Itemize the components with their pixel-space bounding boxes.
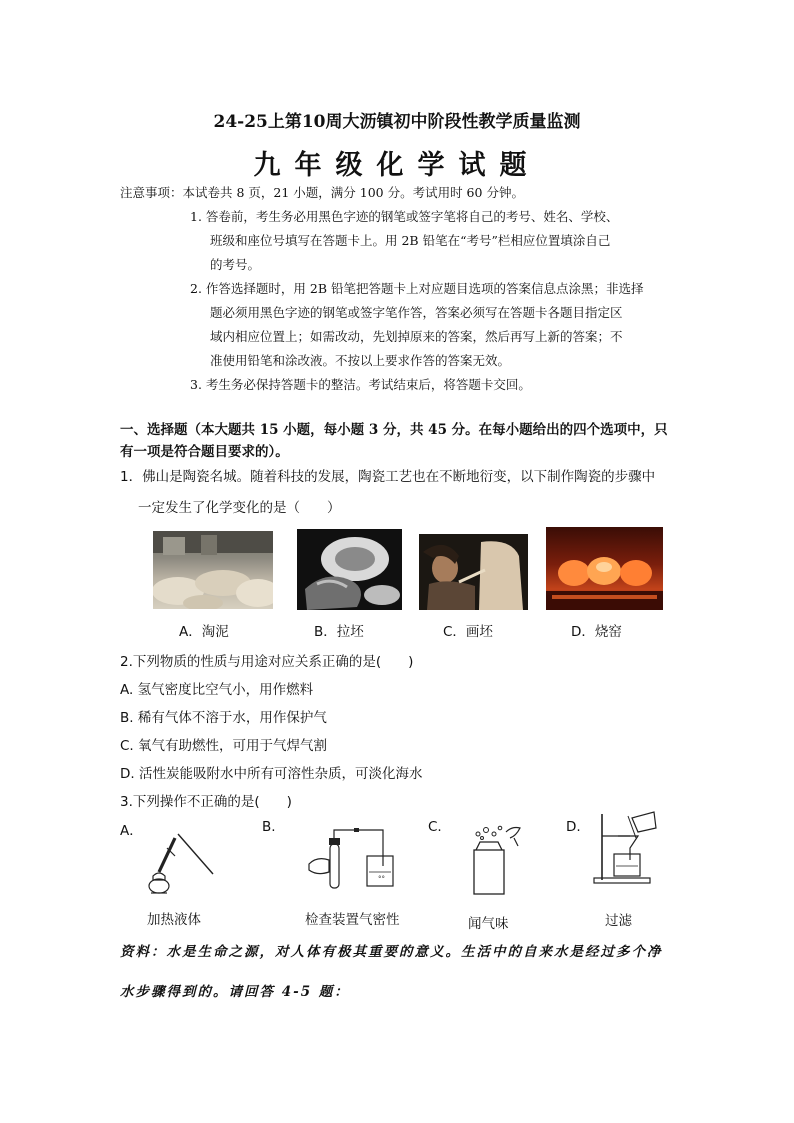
photo-kiln-firing (546, 527, 663, 610)
q2-option-b[interactable]: B. 稀有气体不溶于水，用作保护气 (120, 710, 327, 726)
notes-item-3: 3. 考生务必保持答题卡的整洁。考试结束后，将答题卡交回。 (190, 377, 531, 392)
photo-painting-greenware (419, 534, 528, 610)
material-line-1: 资料：水是生命之源，对人体有极其重要的意义。生活中的自来水是经过多个净 (120, 944, 663, 960)
question-3-stem: 3.下列操作不正确的是( ) (120, 794, 292, 810)
figure-airtightness-check (305, 826, 397, 894)
material-line-2: 水步骤得到的。请回答 4-5 题： (120, 984, 350, 1000)
question-2-stem: 2.下列物质的性质与用途对应关系正确的是( ) (120, 654, 414, 670)
q3-caption-b: 检查装置气密性 (305, 912, 400, 928)
photo-pottery-throwing (297, 529, 402, 610)
q2-option-d[interactable]: D. 活性炭能吸附水中所有可溶性杂质，可淡化海水 (120, 766, 423, 782)
q2-option-a[interactable]: A. 氢气密度比空气小，用作燃料 (120, 682, 314, 698)
question-1-stem-line-1: 1．佛山是陶瓷名城。随着科技的发展，陶瓷工艺也在不断地衍变，以下制作陶瓷的步骤中 (120, 469, 656, 485)
notes-item-1-line-3: 的考号。 (210, 257, 261, 272)
q3-letter-a[interactable]: A． (120, 823, 143, 839)
q3-letter-c[interactable]: C. (428, 819, 442, 835)
q3-caption-a: 加热液体 (147, 912, 201, 928)
q3-caption-d: 过滤 (605, 913, 632, 929)
question-1-stem-line-2: 一定发生了化学变化的是（ ） (138, 500, 341, 516)
notes-item-1-line-2: 班级和座位号填写在答题卡上。用 2B 铅笔在“考号”栏相应位置填涂自己 (210, 233, 611, 248)
section-heading-line-1: 一、选择题（本大题共 15 小题，每小题 3 分，共 45 分。在每小题给出的四个选项中，只 (120, 422, 668, 438)
svg-text:°°: °° (378, 875, 385, 883)
q1-option-a[interactable]: A．淘泥 (179, 624, 229, 640)
q1-option-d[interactable]: D．烧窑 (571, 624, 622, 640)
figure-smelling-gas (462, 816, 532, 898)
notes-item-2-line-4: 准使用铅笔和涂改液。不按以上要求作答的答案无效。 (210, 353, 511, 368)
q1-option-c[interactable]: C．画坯 (443, 624, 493, 640)
photo-clay-washing (153, 531, 273, 609)
notes-item-2-line-2: 题必须用黑色字迹的钢笔或签字笔作答，答案必须写在答题卡各题目指定区 (210, 305, 623, 320)
q2-option-c[interactable]: C. 氧气有助燃性，可用于气焊气割 (120, 738, 328, 754)
notes-item-2-line-1: 2. 作答选择题时，用 2B 铅笔把答题卡上对应题目选项的答案信息点涂黑；非选择 (190, 281, 644, 296)
q1-option-b[interactable]: B．拉坯 (314, 624, 364, 640)
figure-filtration (592, 808, 662, 886)
section-heading-line-2: 有一项是符合题目要求的）。 (120, 444, 289, 460)
figure-heating-liquid (145, 826, 220, 898)
notes-item-1-line-1: 1. 答卷前，考生务必用黑色字迹的钢笔或签字笔将自己的考号、姓名、学校、 (190, 209, 619, 224)
q3-letter-d[interactable]: D. (566, 819, 581, 835)
q3-caption-c: 闻气味 (468, 916, 509, 932)
exam-header-title: 24-25上第10周大沥镇初中阶段性教学质量监测 (213, 112, 581, 132)
notes-item-2-line-3: 域内相应位置上；如需改动，先划掉原来的答案，然后再写上新的答案；不 (210, 329, 623, 344)
q3-letter-b[interactable]: B. (262, 819, 276, 835)
exam-subject-title: 九年级化学试题 (253, 150, 541, 181)
notes-intro: 注意事项：本试卷共 8 页，21 小题，满分 100 分。考试用时 60 分钟。 (120, 185, 524, 200)
